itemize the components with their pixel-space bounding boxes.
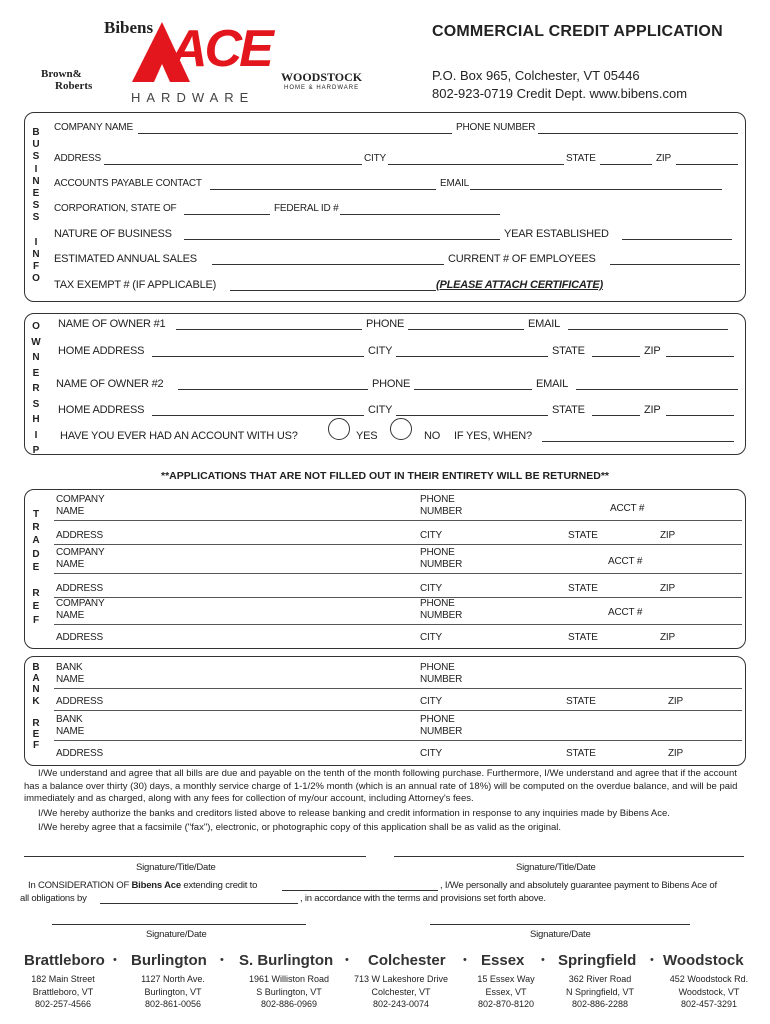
- location-street: 1961 Williston Road: [248, 974, 330, 984]
- bank-side-letter: R: [32, 718, 40, 730]
- location-phone: 802-886-0969: [260, 999, 318, 1009]
- owner2-zip-label: ZIP: [644, 404, 661, 416]
- bank-side-letter: A: [32, 673, 40, 685]
- bullet-separator: •: [220, 954, 224, 966]
- employees-field[interactable]: [610, 264, 740, 265]
- business-side-letter: S: [32, 200, 40, 212]
- ownership-side-letter: E: [32, 367, 40, 379]
- location-city-6: Springfield: [558, 952, 637, 969]
- incomplete-application-notice: **APPLICATIONS THAT ARE NOT FILLED OUT IN THEIR ENTIRETY WILL BE RETURNED**: [160, 470, 609, 482]
- business-info-side-label: [30, 127, 42, 286]
- trade-ref1-state-label: STATE: [568, 530, 598, 541]
- trade-ref3-acct-label: ACCT #: [608, 607, 643, 618]
- business-city-field[interactable]: [388, 164, 564, 165]
- ap-contact-label: ACCOUNTS PAYABLE CONTACT: [54, 178, 202, 189]
- owner2-name-field[interactable]: [178, 389, 368, 390]
- company-name-field[interactable]: [138, 133, 452, 134]
- bank-ref1-address-label: ADDRESS: [56, 696, 103, 707]
- location-city-3: S. Burlington: [239, 952, 334, 969]
- bullet-separator: •: [113, 954, 117, 966]
- brown-roberts-line1: Brown&: [41, 68, 82, 80]
- trade-ref2-name-label: NAME: [56, 559, 85, 570]
- business-email-field[interactable]: [470, 189, 722, 190]
- bank-ref1-name-label: NAME: [56, 674, 85, 685]
- trade-ref2-state-label: STATE: [568, 583, 598, 594]
- bullet-separator: •: [650, 954, 654, 966]
- location-town: Woodstock, VT: [678, 986, 740, 997]
- bank-ref1-phone-label: PHONE: [420, 662, 455, 673]
- trade-ref1-phone-label: PHONE: [420, 494, 455, 505]
- hardware-logo-text: HARDWARE: [131, 90, 255, 105]
- owner1-email-label: EMAIL: [528, 318, 561, 330]
- bank-ref-side-label: [30, 662, 42, 752]
- brown-roberts-line2: Roberts: [55, 80, 93, 92]
- bank-ref1-city-label: CITY: [420, 696, 442, 707]
- location-street: 713 W Lakeshore Drive: [353, 974, 449, 984]
- trade-ref1-company-label: COMPANY: [56, 494, 105, 505]
- location-phone: 802-870-8120: [477, 999, 535, 1009]
- location-street: 182 Main Street: [31, 974, 95, 984]
- bank-ref2-phone-label: PHONE: [420, 714, 455, 725]
- ownership-side-label: [30, 319, 42, 459]
- prior-account-no-radio[interactable]: [390, 418, 412, 440]
- guarantor-business-field[interactable]: [282, 890, 438, 891]
- trade-side-letter: E: [32, 601, 40, 613]
- location-info-6: [560, 973, 640, 1011]
- owner1-phone-field[interactable]: [408, 329, 524, 330]
- woodstock-logo: [281, 70, 362, 91]
- ownership-side-letter: S: [32, 398, 40, 410]
- form-title: COMMERCIAL CREDIT APPLICATION: [432, 23, 723, 40]
- ap-contact-field[interactable]: [210, 189, 436, 190]
- trade-ref1-city-label: CITY: [420, 530, 442, 541]
- trade-ref3-number-label: NUMBER: [420, 610, 463, 621]
- location-town: Essex, VT: [485, 986, 527, 997]
- owner1-home-address-field[interactable]: [152, 356, 364, 357]
- location-info-3: [244, 973, 334, 1011]
- ownership-side-letter: O: [32, 321, 40, 332]
- business-side-letter: I: [34, 236, 38, 248]
- company-name-label: COMPANY NAME: [54, 122, 133, 133]
- trade-ref2-city-label: CITY: [420, 583, 442, 594]
- owner2-city-field[interactable]: [396, 415, 548, 416]
- location-city-7: Woodstock: [663, 952, 744, 969]
- trade-side-letter: T: [32, 509, 40, 520]
- signature-caption-2: Signature/Title/Date: [516, 862, 596, 873]
- bank-ref2-state-label: STATE: [566, 748, 596, 759]
- bank-side-letter: B: [32, 662, 40, 673]
- owner2-email-label: EMAIL: [536, 378, 569, 390]
- location-phone: 802-257-4566: [34, 999, 92, 1009]
- bank-ref2-bank-label: BANK: [56, 714, 83, 725]
- business-state-label: STATE: [566, 153, 596, 164]
- ownership-side-letter: R: [32, 383, 40, 394]
- trade-ref1-address-field[interactable]: [54, 544, 742, 545]
- ownership-side-letter: I: [34, 429, 38, 441]
- woodstock-logo-text: WOODSTOCK: [281, 70, 363, 84]
- owner1-state-label: STATE: [552, 345, 585, 357]
- owner2-state-label: STATE: [552, 404, 585, 416]
- nature-of-business-label: NATURE OF BUSINESS: [54, 228, 172, 240]
- location-info-4: [346, 973, 456, 1011]
- location-phone: 802-886-2288: [571, 999, 629, 1009]
- consideration-c: , I/We personally and absolutely guarantee payment to Bibens Ace of: [440, 880, 717, 891]
- business-address-field[interactable]: [104, 164, 362, 165]
- bank-ref2-zip-label: ZIP: [668, 748, 683, 759]
- business-side-letter: U: [32, 139, 40, 151]
- ownership-side-letter: P: [32, 445, 40, 456]
- location-street: 15 Essex Way: [477, 974, 535, 984]
- owner1-name-field[interactable]: [176, 329, 362, 330]
- trade-ref2-zip-label: ZIP: [660, 583, 675, 594]
- obligations-b: , in accordance with the terms and provisions set forth above.: [300, 893, 546, 904]
- consideration-text: [28, 880, 257, 891]
- bank-ref1-state-label: STATE: [566, 696, 596, 707]
- tax-exempt-field[interactable]: [230, 290, 436, 291]
- location-info-7: [664, 973, 754, 1011]
- business-side-letter: B: [32, 127, 40, 138]
- trade-ref1-name-field[interactable]: [54, 520, 574, 521]
- bank-side-letter: [30, 707, 42, 718]
- owner2-home-address-label: HOME ADDRESS: [58, 404, 145, 416]
- trade-ref3-name-field[interactable]: [54, 624, 574, 625]
- signature-line-2[interactable]: [394, 856, 744, 857]
- business-side-letter: S: [32, 212, 40, 224]
- location-city-2: Burlington: [131, 952, 207, 969]
- owner1-phone-label: PHONE: [366, 318, 405, 330]
- business-side-letter: N: [32, 175, 40, 187]
- owner1-email-field[interactable]: [568, 329, 728, 330]
- trade-ref2-company-label: COMPANY: [56, 547, 105, 558]
- bank-ref1-name-field[interactable]: [54, 688, 742, 689]
- business-side-letter: N: [32, 249, 40, 261]
- owner1-state-field[interactable]: [592, 356, 640, 357]
- annual-sales-label: ESTIMATED ANNUAL SALES: [54, 253, 197, 265]
- owner2-zip-field[interactable]: [666, 415, 734, 416]
- prior-account-yes-radio[interactable]: [328, 418, 350, 440]
- guarantor-signature-line-1[interactable]: [52, 924, 306, 925]
- brown-roberts-logo: [41, 68, 92, 92]
- bank-ref2-name-label: NAME: [56, 726, 85, 737]
- bank-ref2-city-label: CITY: [420, 748, 442, 759]
- trade-ref3-acct-field[interactable]: [574, 624, 742, 625]
- trade-side-letter: F: [32, 614, 40, 626]
- trade-ref3-state-label: STATE: [568, 632, 598, 643]
- prior-account-question: HAVE YOU EVER HAD AN ACCOUNT WITH US?: [60, 430, 298, 442]
- location-phone: 802-243-0074: [372, 999, 430, 1009]
- owner1-zip-label: ZIP: [644, 345, 661, 357]
- location-street: 362 River Road: [568, 974, 632, 984]
- location-street: 1127 North Ave.: [141, 974, 205, 984]
- bank-ref1-address-field[interactable]: [54, 710, 742, 711]
- location-town: Brattleboro, VT: [32, 986, 94, 997]
- trade-ref2-address-label: ADDRESS: [56, 583, 103, 594]
- owner2-home-address-field[interactable]: [152, 415, 364, 416]
- woodstock-logo-sub: HOME & HARDWARE: [284, 85, 360, 91]
- bank-ref2-name-field[interactable]: [54, 740, 742, 741]
- ace-logo-text: ACE: [170, 20, 271, 78]
- trade-side-letter: [30, 574, 42, 587]
- trade-ref3-zip-label: ZIP: [660, 632, 675, 643]
- bank-side-letter: F: [32, 740, 40, 752]
- guarantor-signature-line-2[interactable]: [430, 924, 690, 925]
- yes-label: YES: [356, 430, 378, 442]
- trade-ref3-name-label: NAME: [56, 610, 85, 621]
- bibens-ace-name: Bibens Ace: [131, 880, 181, 891]
- signature-line-1[interactable]: [24, 856, 366, 857]
- owner1-city-field[interactable]: [396, 356, 548, 357]
- trade-ref2-name-field[interactable]: [54, 573, 574, 574]
- ownership-side-letter: H: [32, 414, 40, 425]
- bank-ref1-zip-label: ZIP: [668, 696, 683, 707]
- bank-references-section: [24, 656, 746, 766]
- tax-exempt-label: TAX EXEMPT # (IF APPLICABLE): [54, 279, 217, 291]
- bullet-separator: •: [541, 954, 545, 966]
- obligations-field[interactable]: [100, 903, 298, 904]
- trade-ref2-number-label: NUMBER: [420, 559, 463, 570]
- bank-side-letter: K: [32, 695, 40, 707]
- business-phone-label: PHONE NUMBER: [456, 122, 536, 133]
- trade-ref3-address-label: ADDRESS: [56, 632, 103, 643]
- attach-certificate-note: (PLEASE ATTACH CERTIFICATE): [436, 279, 603, 291]
- bank-ref1-bank-label: BANK: [56, 662, 83, 673]
- business-side-letter: E: [32, 188, 40, 200]
- business-city-label: CITY: [364, 153, 386, 164]
- business-address-label: ADDRESS: [54, 153, 101, 164]
- owner1-home-address-label: HOME ADDRESS: [58, 345, 145, 357]
- corporation-state-field[interactable]: [184, 214, 270, 215]
- trade-ref2-address-field[interactable]: [54, 597, 742, 598]
- business-side-letter: S: [32, 151, 40, 163]
- if-yes-when-label: IF YES, WHEN?: [454, 430, 532, 442]
- location-info-5: [466, 973, 546, 1011]
- bank-side-letter: E: [32, 729, 40, 741]
- business-side-letter: F: [32, 261, 40, 273]
- nature-of-business-field[interactable]: [184, 239, 500, 240]
- location-info-1: [18, 973, 108, 1011]
- location-info-2: [128, 973, 218, 1011]
- location-phone: 802-457-3291: [680, 999, 738, 1009]
- annual-sales-field[interactable]: [212, 264, 444, 265]
- federal-id-field[interactable]: [340, 214, 500, 215]
- trade-side-letter: R: [32, 588, 40, 600]
- location-phone: 802-861-0056: [144, 999, 202, 1009]
- location-town: S Burlington, VT: [256, 986, 322, 997]
- trade-side-letter: E: [32, 561, 40, 573]
- trade-ref1-zip-label: ZIP: [660, 530, 675, 541]
- trade-ref3-city-label: CITY: [420, 632, 442, 643]
- year-established-label: YEAR ESTABLISHED: [504, 228, 609, 240]
- signature-caption-1: Signature/Title/Date: [136, 862, 216, 873]
- owner2-phone-field[interactable]: [414, 389, 532, 390]
- terms-paragraph-3: I/We hereby agree that a facsimile ("fax"), electronic, or photographic copy of this application shall be as valid as the original.: [38, 822, 562, 833]
- owner2-city-label: CITY: [368, 404, 393, 416]
- ownership-side-letter: N: [32, 352, 40, 363]
- trade-ref1-acct-field[interactable]: [574, 520, 742, 521]
- business-email-label: EMAIL: [440, 178, 470, 189]
- terms-and-conditions: [24, 768, 746, 837]
- consideration-b: extending credit to: [183, 880, 258, 891]
- trade-side-letter: R: [32, 522, 40, 534]
- if-yes-when-field[interactable]: [542, 441, 734, 442]
- location-city-5: Essex: [481, 952, 525, 969]
- trade-ref2-phone-label: PHONE: [420, 547, 455, 558]
- location-town: Burlington, VT: [144, 986, 202, 997]
- business-side-letter: O: [32, 273, 40, 285]
- trade-ref3-phone-label: PHONE: [420, 598, 455, 609]
- trade-ref1-address-label: ADDRESS: [56, 530, 103, 541]
- owner2-name-label: NAME OF OWNER #2: [56, 378, 164, 390]
- location-town: N Springfield, VT: [565, 986, 635, 997]
- guarantor-caption-1: Signature/Date: [146, 929, 207, 940]
- bullet-separator: •: [345, 954, 349, 966]
- terms-paragraph-2: I/We hereby authorize the banks and creditors listed above to release banking and credit information in response to any inquiries made by Bibens Ace.: [38, 807, 670, 819]
- trade-ref-side-label: [30, 508, 42, 627]
- location-town: Colchester, VT: [371, 986, 431, 997]
- business-phone-field[interactable]: [538, 133, 738, 134]
- bank-side-letter: N: [32, 684, 40, 696]
- federal-id-label: FEDERAL ID #: [274, 203, 339, 214]
- business-state-field[interactable]: [600, 164, 652, 165]
- location-street: 452 Woodstock Rd.: [669, 974, 749, 984]
- business-zip-field[interactable]: [676, 164, 738, 165]
- trade-ref2-acct-label: ACCT #: [608, 556, 643, 567]
- bibens-logo-text: Bibens: [104, 18, 154, 37]
- bank-ref2-address-label: ADDRESS: [56, 748, 103, 759]
- bank-ref1-number-label: NUMBER: [420, 674, 463, 685]
- trade-ref1-acct-label: ACCT #: [610, 503, 645, 514]
- guarantor-caption-2: Signature/Date: [530, 929, 591, 940]
- bank-ref2-number-label: NUMBER: [420, 726, 463, 737]
- credit-contact: 802-923-0719 Credit Dept. www.bibens.com: [432, 86, 688, 101]
- trade-ref1-name-label: NAME: [56, 506, 85, 517]
- consideration-a: In CONSIDERATION OF: [28, 880, 130, 891]
- business-side-letter: [30, 225, 42, 237]
- owner2-email-field[interactable]: [576, 389, 738, 390]
- bullet-separator: •: [463, 954, 467, 966]
- owner1-zip-field[interactable]: [666, 356, 734, 357]
- location-city-1: Brattleboro: [24, 952, 105, 969]
- location-city-4: Colchester: [368, 952, 446, 969]
- trade-ref2-acct-field[interactable]: [574, 573, 742, 574]
- mailing-address: P.O. Box 965, Colchester, VT 05446: [432, 68, 640, 83]
- business-side-letter: I: [34, 163, 38, 175]
- obligations-a: all obligations by: [20, 893, 87, 904]
- year-established-field[interactable]: [622, 239, 732, 240]
- ownership-side-letter: W: [31, 336, 41, 348]
- trade-ref3-company-label: COMPANY: [56, 598, 105, 609]
- corporation-state-label: CORPORATION, STATE OF: [54, 203, 177, 214]
- owner2-phone-label: PHONE: [372, 378, 411, 390]
- trade-side-letter: D: [32, 548, 40, 560]
- terms-paragraph-1: I/We understand and agree that all bills are due and payable on the tenth of the month following purchase. Furthermore, I/We understand and agree that if the account has a balance over thirty (30) days, a monthly service charge of 1-1/2% month (which is an annual rate of 18%) will be computed on the overdue balance, and will be paid immediately and as charged, along with any fees for collection of my/our account, including Attorney's fees.: [24, 768, 738, 804]
- owner1-name-label: NAME OF OWNER #1: [58, 318, 166, 330]
- trade-side-letter: A: [32, 535, 40, 547]
- business-zip-label: ZIP: [656, 153, 671, 164]
- employees-label: CURRENT # OF EMPLOYEES: [448, 253, 596, 265]
- owner2-state-field[interactable]: [592, 415, 640, 416]
- owner1-city-label: CITY: [368, 345, 393, 357]
- no-label: NO: [424, 430, 441, 442]
- trade-ref1-number-label: NUMBER: [420, 506, 463, 517]
